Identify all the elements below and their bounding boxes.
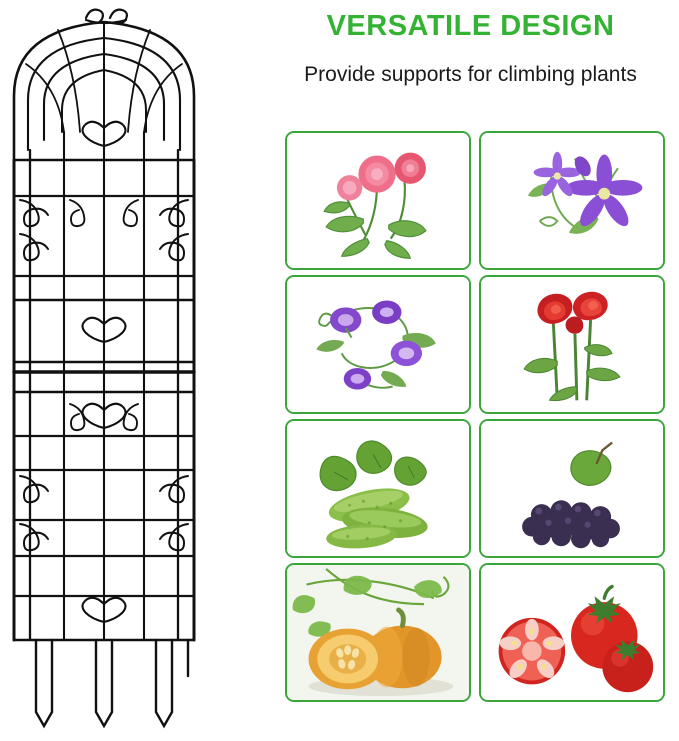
content-pane <box>262 0 679 741</box>
photo-cell-red-roses <box>479 275 665 414</box>
photo-cell-morning-glory <box>285 275 471 414</box>
photo-cell-tomatoes <box>479 563 665 702</box>
photo-cell-cucumbers <box>285 419 471 558</box>
page-subtitle: Provide supports for climbing plants <box>304 63 637 86</box>
photo-cell-grapes <box>479 419 665 558</box>
photo-cell-pink-roses <box>285 131 471 270</box>
page-title: VERSATILE DESIGN <box>326 10 615 42</box>
photo-cell-purple-clematis <box>479 131 665 270</box>
photo-cell-pumpkins <box>285 563 471 702</box>
product-image <box>0 0 262 741</box>
plant-photo-grid <box>285 131 665 702</box>
